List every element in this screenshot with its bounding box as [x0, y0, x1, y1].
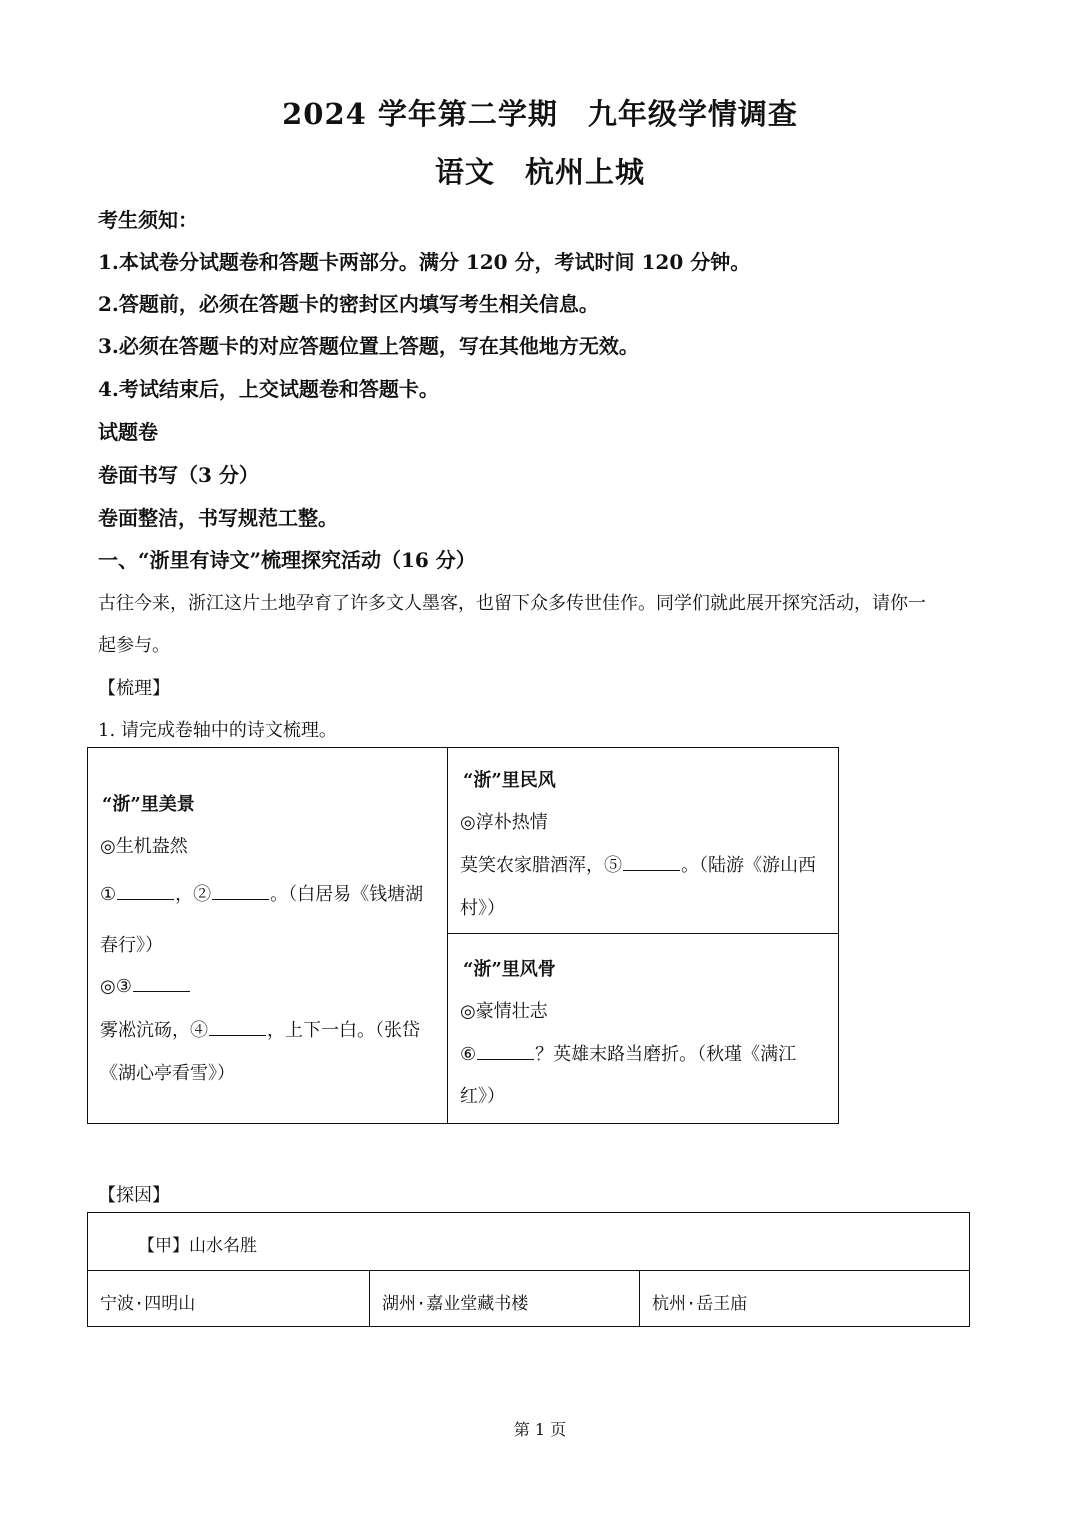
table-divider	[639, 1270, 640, 1326]
table2-cell-hangzhou: 杭州·岳王庙	[652, 1294, 748, 1314]
spirit-source-cont: 红》）	[460, 1086, 505, 1107]
answer-blank-2[interactable]	[212, 881, 269, 900]
blank-5-label: 莫笑农家腊酒浑，⑤	[460, 855, 622, 876]
table2-cell-ningbo: 宁波·四明山	[100, 1294, 196, 1314]
handwriting-title: 卷面书写（3 分）	[98, 463, 259, 487]
scenic-spots-table	[87, 1212, 970, 1327]
scenery-source-2-cont: 《湖心亭看雪》）	[100, 1063, 235, 1084]
page-number: 第 1 页	[513, 1420, 567, 1439]
spirit-line-blank-6	[460, 1040, 796, 1066]
table-divider	[88, 1270, 969, 1271]
table-divider	[447, 933, 838, 934]
blank-2-label: ，②	[175, 884, 212, 905]
poetry-scroll-table	[87, 747, 839, 1124]
table-divider	[369, 1270, 370, 1326]
answer-blank-1[interactable]	[117, 881, 174, 900]
paper-label: 试题卷	[98, 420, 158, 444]
scenery-source-2: ，上下一白。（张岱	[267, 1020, 420, 1041]
answer-blank-6[interactable]	[477, 1041, 534, 1060]
table2-cell-huzhou: 湖州·嘉业堂藏书楼	[382, 1294, 529, 1314]
table2-header: 【甲】山水名胜	[138, 1236, 257, 1256]
question-1: 1. 请完成卷轴中的诗文梳理。	[98, 720, 337, 741]
spirit-sub: ◎豪情壮志	[460, 1001, 548, 1022]
customs-source: 。（陆游《游山西	[681, 855, 816, 876]
answer-blank-4[interactable]	[209, 1017, 266, 1036]
notice-item-1: 1.本试卷分试题卷和答题卡两部分。满分 120 分，考试时间 120 分钟。	[98, 250, 751, 274]
blank-4-label: 雾凇沆砀，④	[100, 1020, 208, 1041]
handwriting-desc: 卷面整洁，书写规范工整。	[98, 506, 338, 530]
answer-blank-3[interactable]	[133, 973, 190, 992]
sort-label: 【梳理】	[98, 678, 170, 699]
customs-sub: ◎淳朴热情	[460, 812, 548, 833]
blank-1-label: ①	[100, 884, 117, 905]
exam-subtitle: 语文 杭州上城	[434, 155, 645, 189]
scenery-line-blanks-1-2	[100, 880, 423, 906]
notice-item-2: 2.答题前，必须在答题卡的密封区内填写考生相关信息。	[98, 292, 599, 316]
explore-label: 【探因】	[98, 1185, 170, 1206]
scenery-sub2	[100, 973, 191, 997]
notice-item-4: 4.考试结束后，上交试题卷和答题卡。	[98, 377, 439, 401]
blank-6-label: ⑥	[460, 1044, 477, 1065]
spirit-heading: “浙”里风骨	[463, 959, 556, 980]
notice-heading: 考生须知：	[98, 208, 198, 232]
scenery-source-1: 。（白居易《钱塘湖	[270, 884, 424, 905]
customs-heading: “浙”里民风	[463, 770, 556, 791]
section1-intro-line1: 古往今来，浙江这片土地孕育了许多文人墨客，也留下众多传世佳作。同学们就此展开探究活动，请你一	[98, 593, 926, 614]
scenery-line-blank-4	[100, 1016, 420, 1042]
section1-intro-line2: 起参与。	[98, 635, 170, 656]
scenery-heading: “浙”里美景	[102, 794, 195, 815]
table-divider	[447, 748, 448, 1123]
customs-line-blank-5	[460, 851, 816, 877]
scenery-sub1: ◎生机盎然	[100, 836, 188, 857]
scenery-source-1-cont: 春行》）	[100, 935, 163, 956]
blank-3-label: ◎③	[100, 976, 132, 997]
answer-blank-5[interactable]	[623, 852, 680, 871]
notice-item-3: 3.必须在答题卡的对应答题位置上答题，写在其他地方无效。	[98, 334, 639, 358]
customs-source-cont: 村》）	[460, 898, 505, 919]
section1-title: 一、“浙里有诗文”梳理探究活动（16 分）	[98, 548, 476, 572]
spirit-source: ？英雄末路当磨折。（秋瑾《满江	[535, 1044, 797, 1065]
exam-title: 2024 学年第二学期 九年级学情调查	[282, 97, 798, 131]
